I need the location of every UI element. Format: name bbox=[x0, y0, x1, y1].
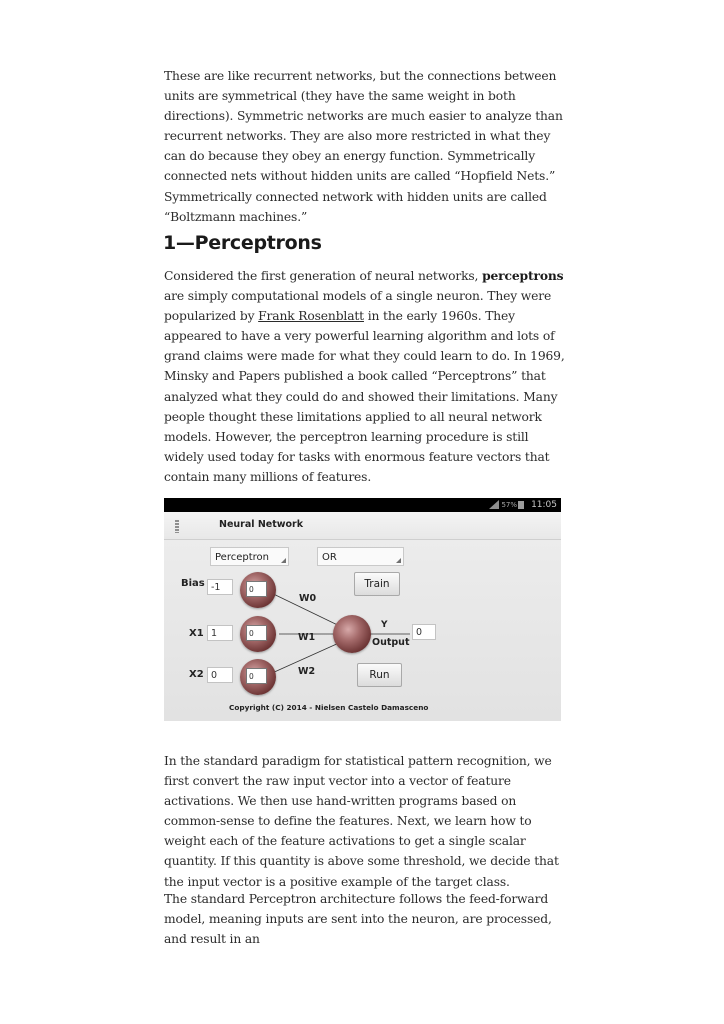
train-button[interactable]: Train bbox=[354, 572, 400, 596]
perceptron-paragraph bbox=[164, 266, 566, 487]
perceptron-text-2: are simply computational models of a single neuron. They were popularized by bbox=[164, 289, 552, 324]
battery-percent: 57% bbox=[501, 501, 517, 509]
output-value: 0 bbox=[412, 624, 436, 640]
x2-label: X2 bbox=[189, 669, 204, 680]
w2-input[interactable]: 0 bbox=[246, 668, 267, 684]
network-connections bbox=[164, 498, 561, 721]
x2-input[interactable]: 0 bbox=[207, 667, 233, 683]
bias-input[interactable]: -1 bbox=[207, 579, 233, 595]
perceptron-text-3: in the early 1960s. They appeared to have a very powerful learning algorithm and lots of grand claims were made for what they could learn to do. In 1969, Minsky and Papers published a book called “Perceptrons” that analyzed what they could do and showed their limitations. Many people thought these limitations applied to all neural network models. However, the perceptron learning procedure is still widely used today for tasks with enormous feature vectors that contain many millions of features. bbox=[164, 309, 565, 484]
x1-input[interactable]: 1 bbox=[207, 625, 233, 641]
w2-label: W2 bbox=[298, 666, 316, 677]
perceptrons-bold: perceptrons bbox=[482, 268, 564, 283]
function-select-value: OR bbox=[322, 552, 337, 563]
output-neuron bbox=[333, 615, 371, 653]
w1-input[interactable]: 0 bbox=[246, 625, 267, 641]
x1-label: X1 bbox=[189, 628, 204, 639]
x1-neuron bbox=[240, 616, 276, 652]
output-label: Output bbox=[372, 637, 410, 648]
intro-paragraph: These are like recurrent networks, but the connections between units are symmetrical (they have the same weight in both directions). Symmetric networks are much easier to analyze than recurrent networks. They are also more restricted in what they can do because they obey an energy function. Symmetrically connected nets without hidden units are called “Hopfield Nets.” Symmetrically connected network with hidden units are called “Boltzmann machines.” bbox=[164, 69, 563, 224]
paradigm-paragraph: In the standard paradigm for statistical pattern recognition, we first convert the raw input vector into a vector of feature activations. We then use hand-written programs based on common-sense to define the features. Next, we learn how to weight each of the feature activations to get a single scalar quantity. If this quantity is above some threshold, we decide that the input vector is a positive example of the target class. bbox=[164, 754, 559, 889]
perceptron-text-1: Considered the first generation of neural networks, bbox=[164, 269, 483, 283]
app-title: Neural Network bbox=[219, 519, 304, 530]
w0-label: W0 bbox=[299, 593, 317, 604]
w1-label: W1 bbox=[298, 632, 316, 643]
run-button[interactable]: Run bbox=[357, 663, 402, 687]
y-label: Y bbox=[381, 620, 388, 630]
status-time: 11:05 bbox=[531, 500, 557, 510]
x2-neuron bbox=[240, 659, 276, 695]
bias-label: Bias bbox=[181, 578, 205, 589]
rosenblatt-link[interactable]: Frank Rosenblatt bbox=[258, 309, 364, 324]
bias-neuron bbox=[240, 572, 276, 608]
model-select-value: Perceptron bbox=[215, 552, 269, 563]
app-screenshot bbox=[164, 498, 561, 721]
copyright-text: Copyright (C) 2014 - Nielsen Castelo Damasceno bbox=[229, 703, 429, 712]
architecture-paragraph: The standard Perceptron architecture follows the feed-forward model, meaning inputs are sent into the neuron, are processed, and result in an bbox=[164, 892, 552, 947]
section-heading: 1—Perceptrons bbox=[163, 232, 322, 254]
w0-input[interactable]: 0 bbox=[246, 581, 267, 597]
